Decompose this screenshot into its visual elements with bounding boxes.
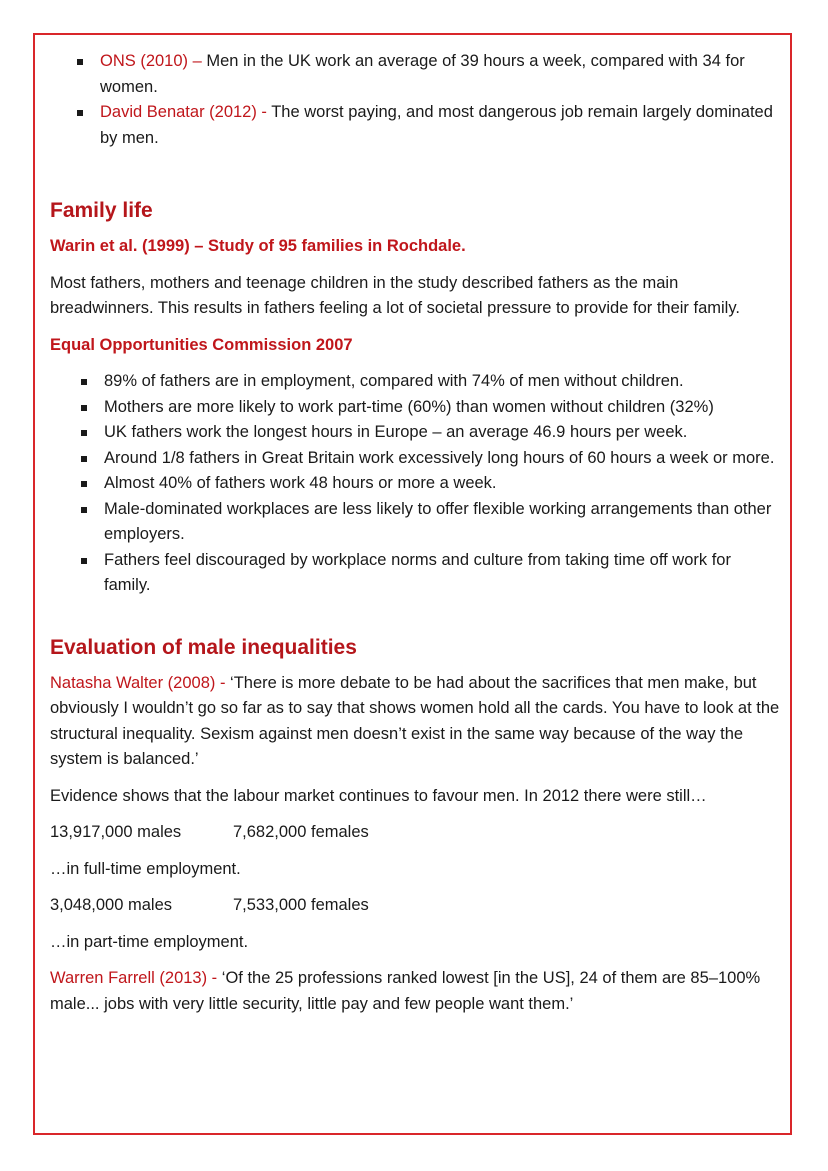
study-text: Most fathers, mothers and teenage children in the study described fathers as the main breadwinners. This results in fathers feeling a lot of societal pressure to provide for their family. (50, 273, 740, 317)
top-bullet-list (50, 49, 780, 151)
list-item-text: Mothers are more likely to work part-time (60%) than women without children (32%) (104, 397, 714, 416)
parttime-males: 3,048,000 males (50, 896, 173, 914)
walter-quote (50, 671, 780, 773)
bullet-icon (77, 59, 83, 65)
citation-text: Men in the UK work an average of 39 hours a week, compared with 34 for women. (100, 52, 745, 96)
eoc-title: Equal Opportunities Commission 2007 (50, 335, 353, 354)
fulltime-males: 13,917,000 males (50, 823, 182, 841)
citation-text: ‘Of the 25 professions ranked lowest [in the US], 24 of them are 85–100% male... jobs with very little security, little pay and few people want them.’ (50, 969, 761, 1013)
list-item-text: Almost 40% of fathers work 48 hours or more a week. (104, 474, 497, 492)
list-item (50, 49, 780, 100)
bullet-icon (77, 110, 83, 116)
list-item (50, 497, 780, 548)
list-item (50, 369, 780, 395)
citation-source: Natasha Walter (2008) - (50, 673, 226, 692)
citation-source: Warren Farrell (2013) - (50, 969, 218, 987)
bullet-icon (81, 507, 87, 513)
bullet-icon (81, 558, 87, 564)
list-item-text: 89% of fathers are in employment, compared with 74% of men without children. (104, 372, 684, 390)
bullet-icon (81, 430, 87, 436)
parttime-females: 7,533,000 females (233, 896, 369, 914)
list-item-text: Male-dominated workplaces are less likely to offer flexible working arrangements than other employers. (104, 499, 772, 543)
list-item (50, 395, 780, 421)
document-body (50, 46, 780, 1017)
study-title: Warin et al. (1999) – Study of 95 families in Rochdale. (50, 237, 466, 255)
list-item (50, 420, 780, 446)
fulltime-caption: …in full-time employment. (50, 859, 241, 878)
citation-text: ‘There is more debate to be had about the sacrifices that men make, but obviously I wouldn’t go so far as to say that shows women hold all the cards. You have to look at the structural inequality. Sexism against men doesn’t exist in the same way because of the way the system is balanced.’ (50, 673, 780, 768)
fulltime-females: 7,682,000 females (233, 823, 369, 841)
section-heading-evaluation: Evaluation of male inequalities (50, 635, 357, 659)
list-item-text: Around 1/8 fathers in Great Britain work excessively long hours of 60 hours a week or more. (104, 448, 775, 467)
citation-source: David Benatar (2012) - (100, 103, 267, 121)
bullet-icon (81, 405, 87, 411)
list-item-text: UK fathers work the longest hours in Europe – an average 46.9 hours per week. (104, 423, 688, 441)
list-item (50, 548, 780, 599)
fulltime-figures (50, 820, 780, 846)
bullet-icon (81, 456, 87, 462)
bullet-icon (81, 481, 87, 487)
farrell-quote (50, 966, 780, 1017)
bullet-icon (81, 379, 87, 385)
section-heading-family-life: Family life (50, 199, 153, 222)
citation-text: The worst paying, and most dangerous job remain largely dominated by men. (100, 103, 773, 147)
list-item (50, 446, 780, 472)
eoc-bullet-list (50, 369, 780, 599)
citation-source: ONS (2010) – (100, 52, 202, 70)
parttime-caption: …in part-time employment. (50, 932, 249, 951)
list-item (50, 471, 780, 497)
list-item-text: Fathers feel discouraged by workplace norms and culture from taking time off work for family. (104, 550, 731, 594)
list-item (50, 100, 780, 151)
parttime-figures (50, 893, 780, 919)
evidence-text: Evidence shows that the labour market continues to favour men. In 2012 there were still… (50, 786, 707, 805)
